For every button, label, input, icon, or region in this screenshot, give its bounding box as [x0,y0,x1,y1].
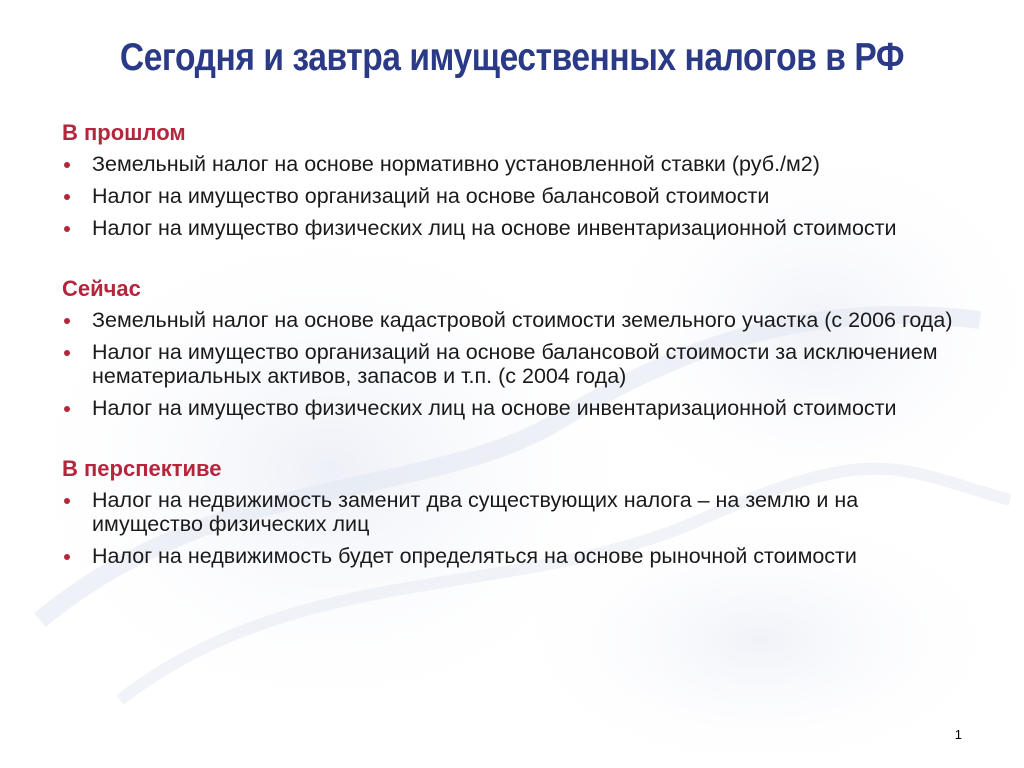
bullet-icon [64,406,70,412]
bullet-icon [64,498,70,504]
section-now [62,274,962,420]
list-item [62,488,962,536]
list-item-text: Налог на имущество организаций на основе балансовой стоимости за исключением нематериальных активов, запасов и т.п. (с 2004 года) [92,340,938,388]
bullet-icon [64,162,70,168]
list-item-text: Налог на недвижимость будет определяться на основе рыночной стоимости [92,544,857,568]
bullet-list [62,152,962,240]
bullet-list [62,488,962,568]
section-heading: Сейчас [62,276,141,301]
slide-content [62,118,962,576]
slide-title: Сегодня и завтра имущественных налогов в РФ [119,36,905,79]
section-heading: В перспективе [62,456,222,481]
list-item [62,396,962,420]
bullet-icon [64,554,70,560]
list-item [62,184,962,208]
list-item-text: Налог на недвижимость заменит два существующих налога – на землю и на имущество физических лиц [92,488,859,536]
bullet-list [62,308,962,420]
list-item-text: Налог на имущество физических лиц на основе инвентаризационной стоимости [92,396,897,420]
bullet-icon [64,194,70,200]
list-item [62,152,962,176]
list-item [62,544,962,568]
list-item-text: Налог на имущество физических лиц на основе инвентаризационной стоимости [92,216,897,240]
bullet-icon [64,350,70,356]
list-item-text: Земельный налог на основе кадастровой стоимости земельного участка (с 2006 года) [92,308,953,332]
section-past [62,118,962,240]
bullet-icon [64,226,70,232]
list-item [62,340,962,388]
bullet-icon [64,318,70,324]
section-future [62,454,962,568]
list-item-text: Земельный налог на основе нормативно установленной ставки (руб./м2) [92,152,820,176]
page-number: 1 [954,727,962,742]
list-item [62,308,962,332]
list-item-text: Налог на имущество организаций на основе балансовой стоимости [92,184,770,208]
section-heading: В прошлом [62,120,186,145]
list-item [62,216,962,240]
